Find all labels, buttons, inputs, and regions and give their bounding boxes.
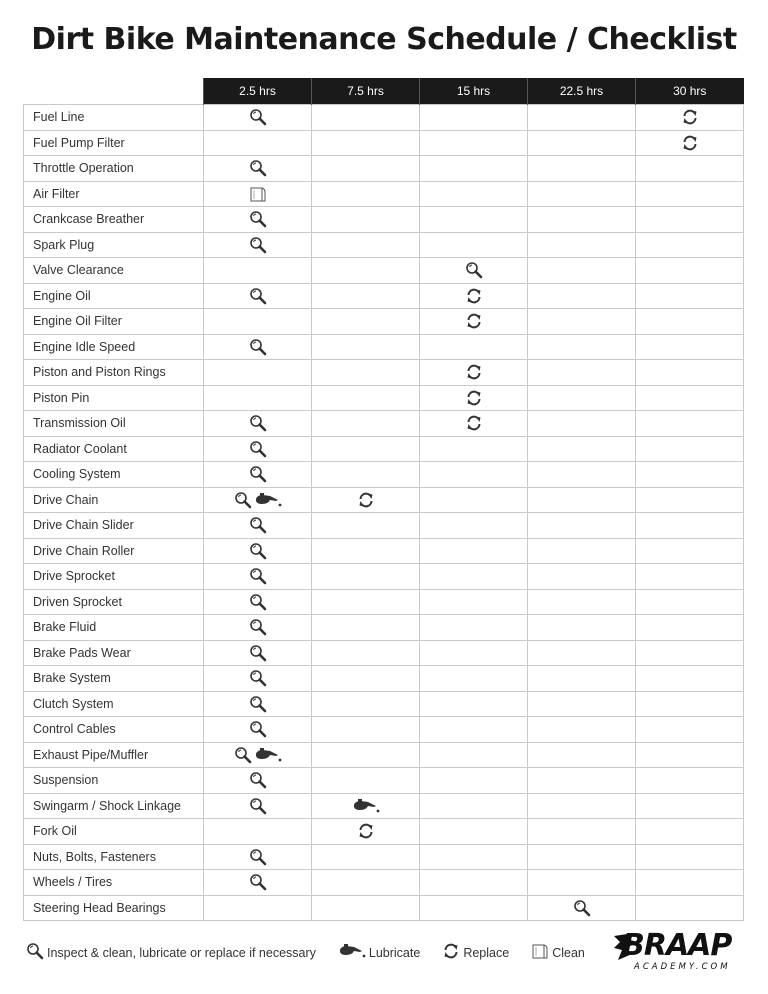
cloth-icon bbox=[249, 185, 267, 203]
magnifier-icon bbox=[249, 797, 267, 815]
task-name: Driven Sprocket bbox=[24, 589, 204, 615]
magnifier-icon bbox=[26, 942, 44, 960]
schedule-cell bbox=[636, 283, 744, 309]
magnifier-icon bbox=[249, 542, 267, 560]
task-name: Transmission Oil bbox=[24, 411, 204, 437]
schedule-cell bbox=[420, 844, 528, 870]
schedule-cell bbox=[204, 742, 312, 768]
interval-header: 15 hrs bbox=[420, 78, 528, 105]
schedule-cell bbox=[528, 232, 636, 258]
task-row bbox=[24, 436, 744, 462]
task-row bbox=[24, 742, 744, 768]
task-row bbox=[24, 768, 744, 794]
schedule-cell bbox=[312, 768, 420, 794]
schedule-cell bbox=[204, 793, 312, 819]
task-row bbox=[24, 411, 744, 437]
interval-header-row bbox=[24, 78, 744, 105]
task-row bbox=[24, 105, 744, 131]
task-row bbox=[24, 462, 744, 488]
schedule-cell bbox=[312, 385, 420, 411]
schedule-cell bbox=[420, 691, 528, 717]
replace-arrows-icon bbox=[442, 942, 460, 960]
oil-can-icon bbox=[338, 943, 369, 962]
schedule-cell bbox=[420, 130, 528, 156]
magnifier-icon bbox=[249, 848, 267, 866]
task-name: Swingarm / Shock Linkage bbox=[24, 793, 204, 819]
schedule-cell bbox=[312, 844, 420, 870]
schedule-cell bbox=[420, 742, 528, 768]
magnifier-icon bbox=[249, 618, 267, 636]
schedule-cell bbox=[420, 436, 528, 462]
schedule-cell bbox=[204, 258, 312, 284]
task-name: Fork Oil bbox=[24, 819, 204, 845]
oil-can-icon bbox=[254, 747, 282, 763]
schedule-cell bbox=[636, 462, 744, 488]
interval-header: 7.5 hrs bbox=[312, 78, 420, 105]
schedule-cell bbox=[636, 130, 744, 156]
oil-can-icon bbox=[254, 492, 282, 508]
task-row bbox=[24, 232, 744, 258]
schedule-cell bbox=[204, 309, 312, 335]
task-row bbox=[24, 691, 744, 717]
schedule-cell bbox=[204, 819, 312, 845]
schedule-cell bbox=[204, 691, 312, 717]
logo-wordmark: BRAAP bbox=[622, 928, 732, 963]
cloth-icon bbox=[531, 942, 552, 963]
schedule-cell bbox=[528, 207, 636, 233]
schedule-cell bbox=[528, 793, 636, 819]
schedule-cell bbox=[528, 258, 636, 284]
schedule-cell bbox=[636, 436, 744, 462]
task-row bbox=[24, 819, 744, 845]
schedule-cell bbox=[312, 207, 420, 233]
schedule-cell bbox=[420, 232, 528, 258]
schedule-cell bbox=[204, 538, 312, 564]
schedule-cell bbox=[312, 130, 420, 156]
schedule-cell bbox=[636, 564, 744, 590]
schedule-cell bbox=[636, 844, 744, 870]
magnifier-icon bbox=[249, 287, 267, 305]
magnifier-icon bbox=[234, 491, 252, 509]
schedule-cell bbox=[420, 283, 528, 309]
schedule-cell bbox=[204, 768, 312, 794]
schedule-cell bbox=[420, 207, 528, 233]
interval-header: 30 hrs bbox=[636, 78, 744, 105]
schedule-cell bbox=[420, 870, 528, 896]
magnifier-icon bbox=[249, 516, 267, 534]
replace-arrows-icon bbox=[681, 134, 699, 152]
task-name: Engine Idle Speed bbox=[24, 334, 204, 360]
schedule-cell bbox=[528, 742, 636, 768]
schedule-cell bbox=[528, 640, 636, 666]
schedule-cell bbox=[636, 589, 744, 615]
replace-arrows-icon bbox=[681, 108, 699, 126]
schedule-cell bbox=[636, 768, 744, 794]
schedule-cell bbox=[528, 385, 636, 411]
schedule-cell bbox=[420, 538, 528, 564]
schedule-cell bbox=[204, 895, 312, 921]
task-row bbox=[24, 666, 744, 692]
task-name: Clutch System bbox=[24, 691, 204, 717]
schedule-cell bbox=[528, 615, 636, 641]
magnifier-icon bbox=[249, 720, 267, 738]
schedule-cell bbox=[204, 232, 312, 258]
magnifier-icon bbox=[249, 669, 267, 687]
schedule-cell bbox=[204, 513, 312, 539]
page-title: Dirt Bike Maintenance Schedule / Checklist bbox=[31, 22, 737, 57]
schedule-cell bbox=[420, 105, 528, 131]
logo-subtext: ACADEMY.COM bbox=[634, 962, 731, 972]
schedule-cell bbox=[420, 615, 528, 641]
schedule-cell bbox=[636, 538, 744, 564]
task-name: Spark Plug bbox=[24, 232, 204, 258]
schedule-cell bbox=[312, 436, 420, 462]
task-row bbox=[24, 283, 744, 309]
schedule-cell bbox=[204, 283, 312, 309]
schedule-cell bbox=[636, 105, 744, 131]
schedule-cell bbox=[528, 870, 636, 896]
task-row bbox=[24, 309, 744, 335]
magnifier-icon bbox=[249, 771, 267, 789]
task-name: Piston Pin bbox=[24, 385, 204, 411]
oil-can-icon bbox=[352, 798, 380, 814]
task-row bbox=[24, 258, 744, 284]
schedule-cell bbox=[636, 742, 744, 768]
schedule-cell bbox=[636, 156, 744, 182]
schedule-cell bbox=[528, 691, 636, 717]
schedule-cell bbox=[420, 334, 528, 360]
schedule-cell bbox=[528, 436, 636, 462]
schedule-cell bbox=[204, 360, 312, 386]
schedule-cell bbox=[312, 513, 420, 539]
schedule-cell bbox=[636, 181, 744, 207]
schedule-cell bbox=[312, 640, 420, 666]
task-name: Cooling System bbox=[24, 462, 204, 488]
schedule-cell bbox=[312, 742, 420, 768]
schedule-cell bbox=[312, 487, 420, 513]
magnifier-icon bbox=[249, 567, 267, 585]
legend-clean-label: Clean bbox=[552, 945, 585, 960]
task-row bbox=[24, 334, 744, 360]
task-row bbox=[24, 640, 744, 666]
schedule-cell bbox=[204, 615, 312, 641]
maintenance-table bbox=[23, 78, 744, 921]
task-row bbox=[24, 207, 744, 233]
schedule-cell bbox=[420, 640, 528, 666]
schedule-cell bbox=[312, 589, 420, 615]
schedule-cell bbox=[528, 283, 636, 309]
schedule-cell bbox=[420, 487, 528, 513]
schedule-cell bbox=[528, 411, 636, 437]
legend-lubricate bbox=[338, 943, 420, 962]
task-name: Crankcase Breather bbox=[24, 207, 204, 233]
task-name: Drive Chain bbox=[24, 487, 204, 513]
magnifier-icon bbox=[249, 338, 267, 356]
task-name: Control Cables bbox=[24, 717, 204, 743]
task-row bbox=[24, 130, 744, 156]
task-row bbox=[24, 793, 744, 819]
schedule-cell bbox=[636, 717, 744, 743]
task-name: Drive Chain Roller bbox=[24, 538, 204, 564]
magnifier-icon bbox=[249, 440, 267, 458]
task-name: Wheels / Tires bbox=[24, 870, 204, 896]
magnifier-icon bbox=[249, 465, 267, 483]
schedule-cell bbox=[528, 717, 636, 743]
schedule-cell bbox=[204, 462, 312, 488]
replace-arrows-icon bbox=[357, 491, 375, 509]
task-name: Engine Oil Filter bbox=[24, 309, 204, 335]
schedule-cell bbox=[420, 564, 528, 590]
braap-academy-logo bbox=[612, 930, 742, 974]
schedule-cell bbox=[420, 411, 528, 437]
magnifier-icon bbox=[249, 108, 267, 126]
magnifier-icon bbox=[249, 593, 267, 611]
schedule-cell bbox=[636, 513, 744, 539]
magnifier-icon bbox=[249, 210, 267, 228]
replace-arrows-icon bbox=[465, 414, 483, 432]
magnifier-icon bbox=[26, 942, 47, 963]
legend-inspect bbox=[26, 942, 316, 963]
schedule-cell bbox=[204, 207, 312, 233]
schedule-cell bbox=[312, 309, 420, 335]
interval-header: 2.5 hrs bbox=[204, 78, 312, 105]
schedule-cell bbox=[420, 462, 528, 488]
task-rows bbox=[24, 105, 744, 921]
schedule-cell bbox=[312, 691, 420, 717]
schedule-cell bbox=[528, 844, 636, 870]
schedule-cell bbox=[204, 844, 312, 870]
schedule-cell bbox=[528, 130, 636, 156]
legend-inspect-label: Inspect & clean, lubricate or replace if necessary bbox=[47, 945, 316, 960]
task-name: Brake Pads Wear bbox=[24, 640, 204, 666]
schedule-cell bbox=[312, 717, 420, 743]
schedule-cell bbox=[636, 666, 744, 692]
legend bbox=[26, 942, 607, 963]
task-row bbox=[24, 615, 744, 641]
magnifier-icon bbox=[465, 261, 483, 279]
schedule-cell bbox=[420, 793, 528, 819]
task-name: Fuel Pump Filter bbox=[24, 130, 204, 156]
schedule-cell bbox=[528, 513, 636, 539]
task-name: Brake System bbox=[24, 666, 204, 692]
schedule-cell bbox=[204, 436, 312, 462]
schedule-cell bbox=[312, 564, 420, 590]
schedule-cell bbox=[312, 156, 420, 182]
task-row bbox=[24, 564, 744, 590]
schedule-cell bbox=[420, 181, 528, 207]
task-row bbox=[24, 717, 744, 743]
task-name: Drive Chain Slider bbox=[24, 513, 204, 539]
schedule-cell bbox=[420, 513, 528, 539]
schedule-cell bbox=[312, 615, 420, 641]
task-row bbox=[24, 385, 744, 411]
replace-arrows-icon bbox=[442, 942, 463, 963]
magnifier-icon bbox=[249, 414, 267, 432]
task-row bbox=[24, 360, 744, 386]
schedule-cell bbox=[636, 258, 744, 284]
schedule-cell bbox=[636, 487, 744, 513]
task-name: Exhaust Pipe/Muffler bbox=[24, 742, 204, 768]
schedule-cell bbox=[204, 105, 312, 131]
schedule-cell bbox=[312, 666, 420, 692]
legend-clean bbox=[531, 942, 585, 963]
schedule-cell bbox=[420, 895, 528, 921]
schedule-cell bbox=[204, 640, 312, 666]
schedule-cell bbox=[312, 283, 420, 309]
magnifier-icon bbox=[249, 644, 267, 662]
schedule-cell bbox=[636, 207, 744, 233]
schedule-cell bbox=[528, 768, 636, 794]
schedule-cell bbox=[312, 462, 420, 488]
schedule-cell bbox=[204, 385, 312, 411]
replace-arrows-icon bbox=[465, 287, 483, 305]
schedule-cell bbox=[528, 334, 636, 360]
schedule-cell bbox=[204, 181, 312, 207]
schedule-cell bbox=[420, 385, 528, 411]
schedule-cell bbox=[420, 819, 528, 845]
schedule-cell bbox=[204, 589, 312, 615]
schedule-cell bbox=[312, 411, 420, 437]
schedule-cell bbox=[528, 309, 636, 335]
task-name: Engine Oil bbox=[24, 283, 204, 309]
schedule-cell bbox=[312, 258, 420, 284]
schedule-cell bbox=[636, 895, 744, 921]
task-name: Nuts, Bolts, Fasteners bbox=[24, 844, 204, 870]
schedule-cell bbox=[528, 564, 636, 590]
schedule-cell bbox=[312, 181, 420, 207]
schedule-cell bbox=[420, 309, 528, 335]
schedule-cell bbox=[312, 895, 420, 921]
task-row bbox=[24, 156, 744, 182]
schedule-cell bbox=[528, 589, 636, 615]
replace-arrows-icon bbox=[465, 363, 483, 381]
schedule-cell bbox=[420, 666, 528, 692]
schedule-cell bbox=[312, 870, 420, 896]
magnifier-icon bbox=[249, 873, 267, 891]
schedule-cell bbox=[636, 411, 744, 437]
schedule-cell bbox=[312, 360, 420, 386]
magnifier-icon bbox=[249, 159, 267, 177]
header-corner bbox=[24, 78, 204, 105]
legend-replace-label: Replace bbox=[463, 945, 510, 960]
task-row bbox=[24, 895, 744, 921]
task-row bbox=[24, 513, 744, 539]
schedule-cell bbox=[204, 717, 312, 743]
legend-lubricate-label: Lubricate bbox=[368, 945, 421, 960]
task-name: Throttle Operation bbox=[24, 156, 204, 182]
schedule-cell bbox=[312, 819, 420, 845]
schedule-cell bbox=[204, 156, 312, 182]
schedule-cell bbox=[420, 258, 528, 284]
task-name: Valve Clearance bbox=[24, 258, 204, 284]
task-row bbox=[24, 870, 744, 896]
task-row bbox=[24, 589, 744, 615]
schedule-cell bbox=[312, 334, 420, 360]
schedule-cell bbox=[636, 385, 744, 411]
schedule-cell bbox=[312, 232, 420, 258]
schedule-cell bbox=[636, 640, 744, 666]
schedule-cell bbox=[528, 181, 636, 207]
cloth-icon bbox=[531, 942, 549, 960]
schedule-cell bbox=[528, 538, 636, 564]
schedule-cell bbox=[528, 819, 636, 845]
schedule-cell bbox=[636, 793, 744, 819]
schedule-cell bbox=[636, 360, 744, 386]
schedule-cell bbox=[636, 691, 744, 717]
task-name: Radiator Coolant bbox=[24, 436, 204, 462]
schedule-cell bbox=[420, 768, 528, 794]
task-name: Fuel Line bbox=[24, 105, 204, 131]
schedule-cell bbox=[312, 538, 420, 564]
schedule-cell bbox=[204, 870, 312, 896]
schedule-cell bbox=[528, 105, 636, 131]
schedule-cell bbox=[528, 462, 636, 488]
task-name: Drive Sprocket bbox=[24, 564, 204, 590]
schedule-cell bbox=[636, 819, 744, 845]
replace-arrows-icon bbox=[465, 389, 483, 407]
schedule-cell bbox=[204, 487, 312, 513]
replace-arrows-icon bbox=[357, 822, 375, 840]
task-name: Suspension bbox=[24, 768, 204, 794]
schedule-cell bbox=[420, 360, 528, 386]
legend-replace bbox=[442, 942, 509, 963]
schedule-cell bbox=[528, 895, 636, 921]
task-name: Brake Fluid bbox=[24, 615, 204, 641]
oil-can-icon bbox=[338, 943, 366, 959]
magnifier-icon bbox=[234, 746, 252, 764]
schedule-cell bbox=[204, 564, 312, 590]
schedule-cell bbox=[636, 309, 744, 335]
schedule-cell bbox=[636, 870, 744, 896]
schedule-cell bbox=[204, 666, 312, 692]
task-name: Steering Head Bearings bbox=[24, 895, 204, 921]
schedule-cell bbox=[420, 589, 528, 615]
task-row bbox=[24, 538, 744, 564]
interval-header: 22.5 hrs bbox=[528, 78, 636, 105]
task-row bbox=[24, 181, 744, 207]
schedule-cell bbox=[528, 156, 636, 182]
magnifier-icon bbox=[249, 236, 267, 254]
magnifier-icon bbox=[249, 695, 267, 713]
replace-arrows-icon bbox=[465, 312, 483, 330]
task-row bbox=[24, 487, 744, 513]
schedule-cell bbox=[312, 105, 420, 131]
schedule-cell bbox=[420, 156, 528, 182]
schedule-cell bbox=[528, 360, 636, 386]
magnifier-icon bbox=[573, 899, 591, 917]
schedule-cell bbox=[528, 487, 636, 513]
schedule-cell bbox=[204, 130, 312, 156]
schedule-cell bbox=[204, 334, 312, 360]
task-row bbox=[24, 844, 744, 870]
task-name: Piston and Piston Rings bbox=[24, 360, 204, 386]
schedule-cell bbox=[420, 717, 528, 743]
schedule-cell bbox=[204, 411, 312, 437]
schedule-cell bbox=[636, 334, 744, 360]
schedule-cell bbox=[636, 232, 744, 258]
schedule-cell bbox=[312, 793, 420, 819]
schedule-cell bbox=[636, 615, 744, 641]
schedule-cell bbox=[528, 666, 636, 692]
task-name: Air Filter bbox=[24, 181, 204, 207]
